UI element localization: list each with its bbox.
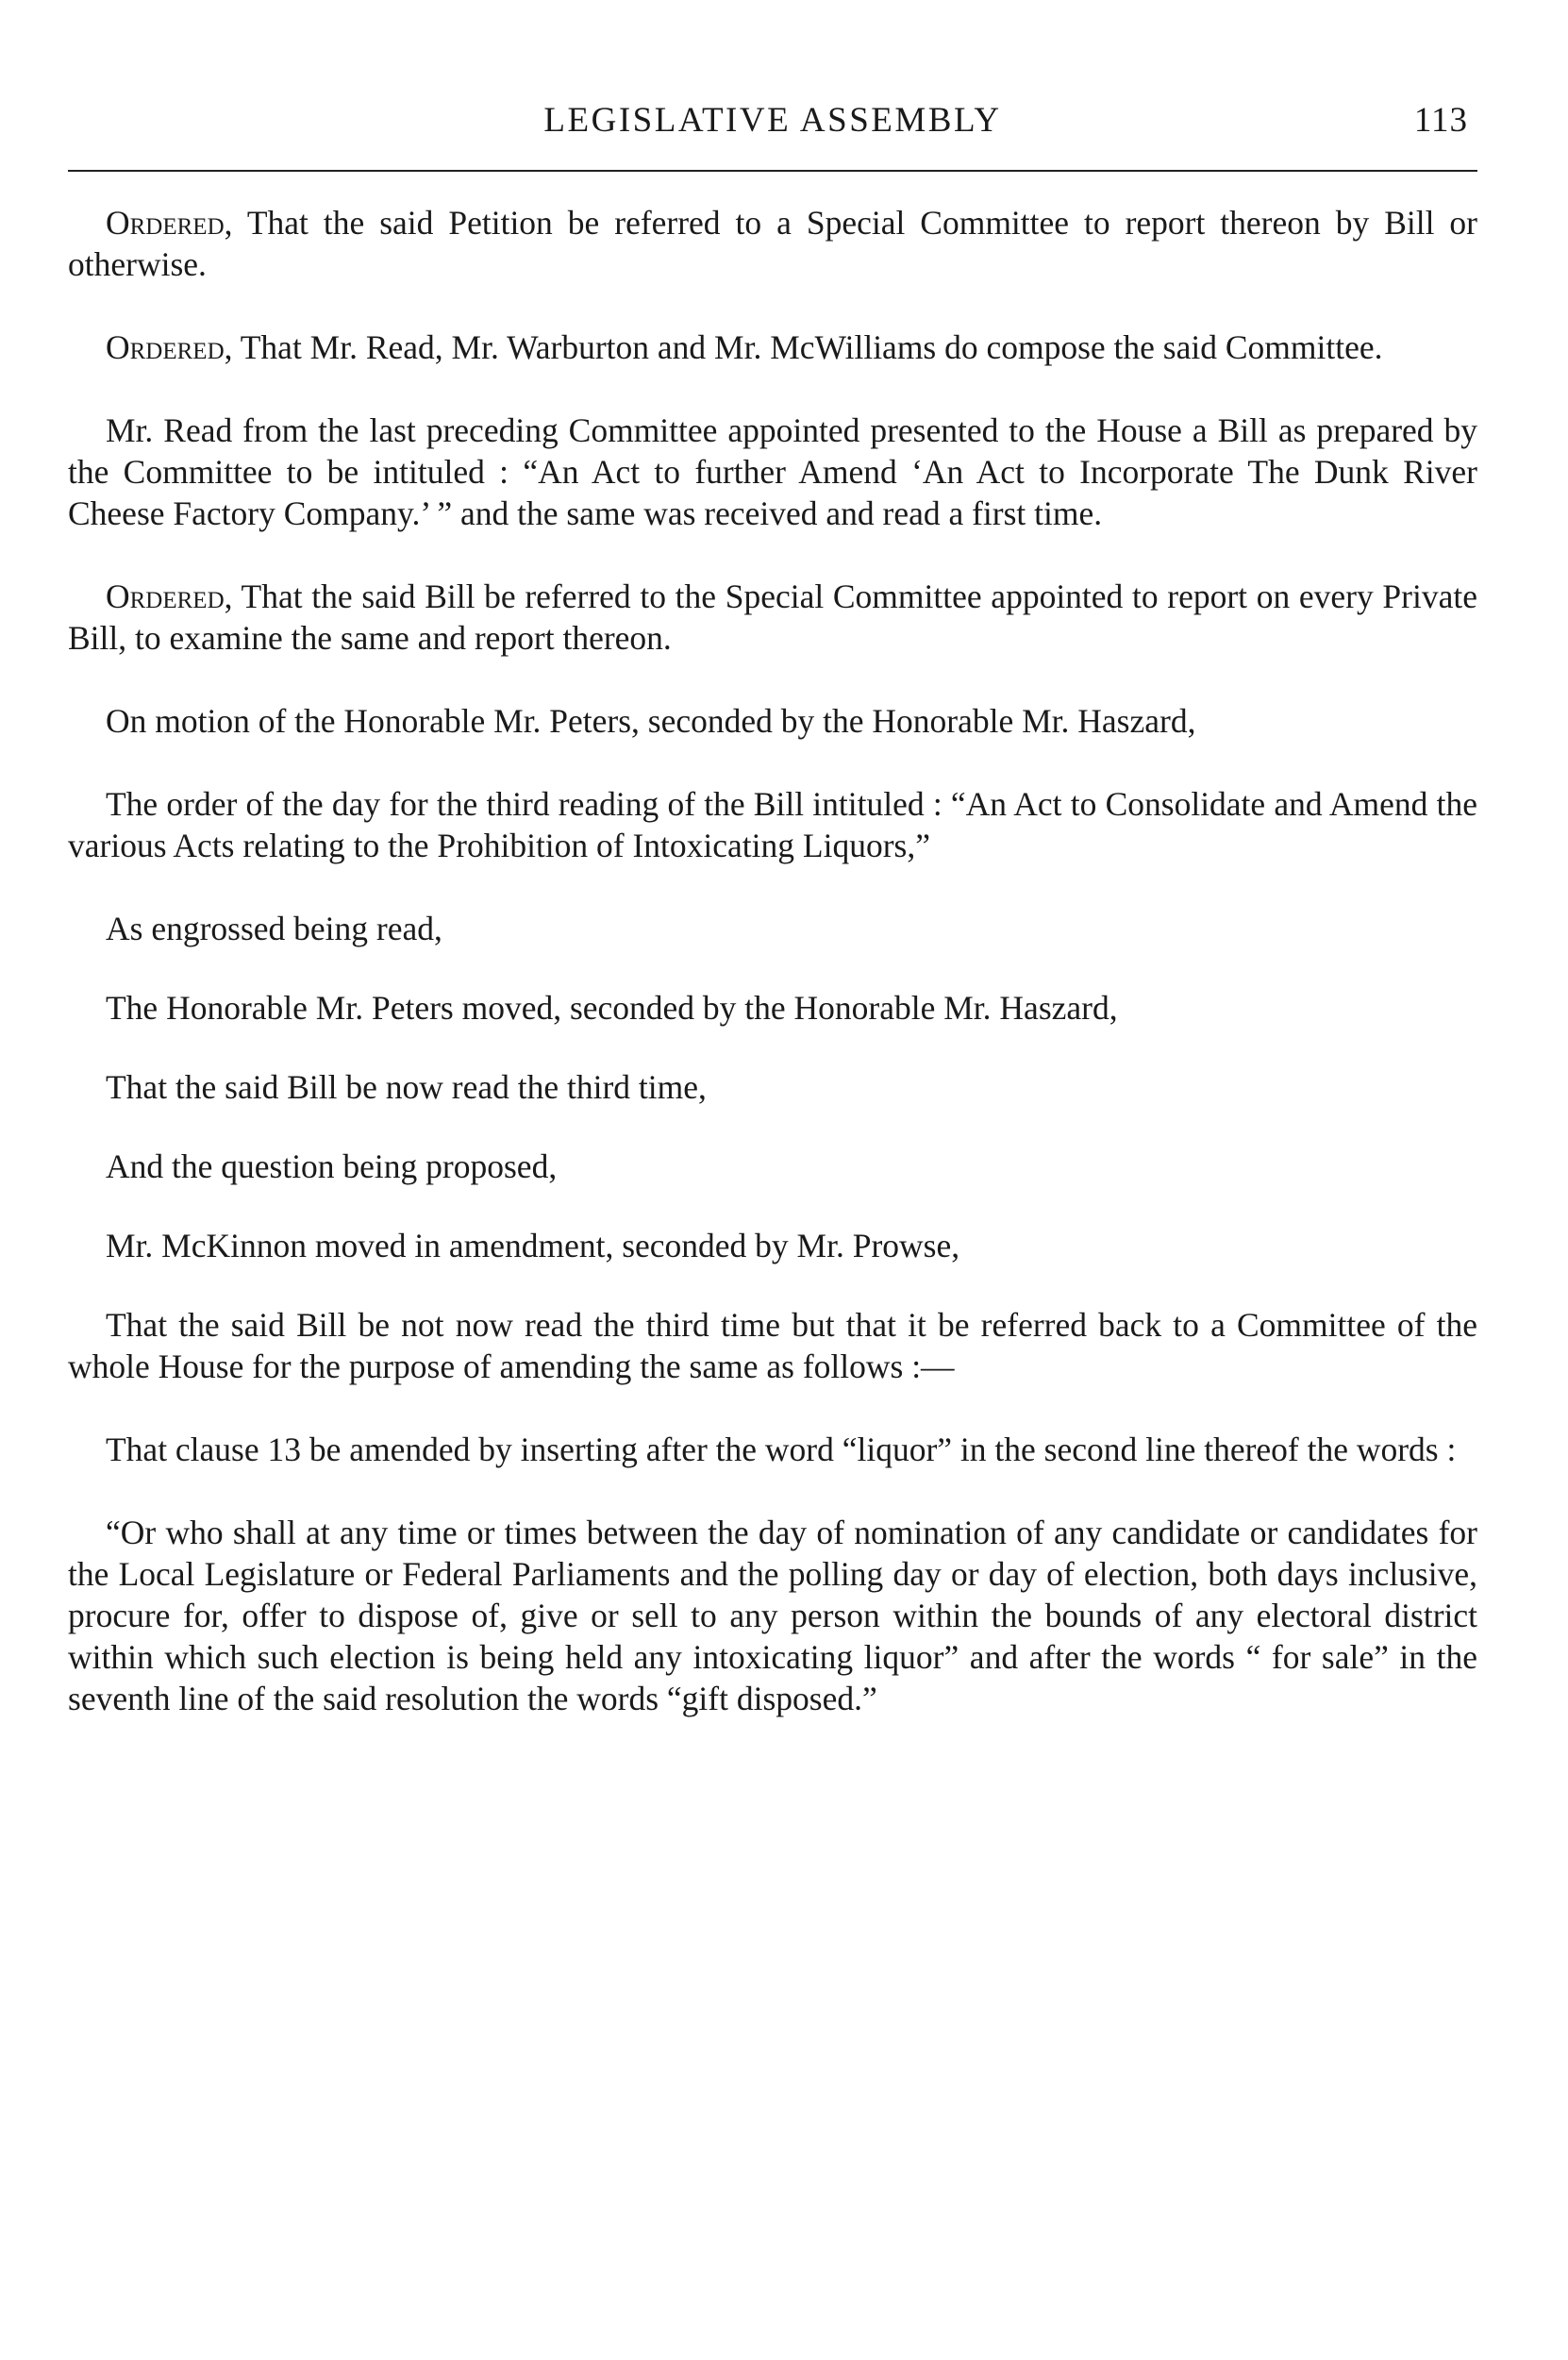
header-rule: [68, 170, 1477, 172]
paragraph-motion: [68, 700, 1477, 742]
paragraph-amendment-moved: [68, 1225, 1477, 1266]
paragraph-text: As engrossed being read,: [106, 910, 442, 947]
paragraph-question-proposed: [68, 1146, 1477, 1187]
paragraph-order-committee-referral: [68, 202, 1477, 285]
paragraph-text: That the said Petition be referred to a Special Committee to report thereon by Bill or otherwise.: [68, 204, 1477, 283]
paragraph-text: That the said Bill be referred to the Special Committee appointed to report on every Private Bill, to examine the same and report thereon.: [68, 577, 1477, 657]
paragraph-order-of-day: [68, 783, 1477, 866]
paragraph-order-private-bill: [68, 576, 1477, 659]
ordered-lead: Ordered,: [106, 204, 233, 242]
paragraph-text: Mr. McKinnon moved in amendment, seconded by Mr. Prowse,: [106, 1227, 960, 1264]
paragraph-text: The order of the day for the third reading of the Bill intituled : “An Act to Consolidate and Amend the various Acts relating to the Prohibition of Intoxicating Liquors,”: [68, 785, 1477, 864]
paragraph-referred-back: [68, 1304, 1477, 1387]
paragraph-text: That Mr. Read, Mr. Warburton and Mr. McWilliams do compose the said Committee.: [232, 328, 1383, 366]
running-title: LEGISLATIVE ASSEMBLY: [543, 101, 1002, 140]
paragraph-order-committee-members: [68, 326, 1477, 368]
paragraph-clause-13: [68, 1429, 1477, 1470]
journal-body: [68, 202, 1477, 1719]
paragraph-bill-presented: [68, 410, 1477, 534]
paragraph-text: That clause 13 be amended by inserting after the word “liquor” in the second line thereof the words :: [106, 1431, 1457, 1468]
paragraph-text: Mr. Read from the last preceding Committee appointed presented to the House a Bill as prepared by the Committee to be intituled : “An Act to further Amend ‘An Act to Incorporate The Dunk River Cheese Factory Company.’ ” and the same was received and read a first time.: [68, 411, 1477, 532]
ordered-lead: Ordered,: [106, 577, 233, 615]
paragraph-text: That the said Bill be not now read the third time but that it be referred back to a Committee of the whole House for the purpose of amending the same as follows :—: [68, 1306, 1477, 1385]
paragraph-text: “Or who shall at any time or times between the day of nomination of any candidate or candidates for the Local Legislature or Federal Parliaments and the polling day or day of election, both days inclusive, procure for, offer to dispose of, give or sell to any person within the bounds of any electoral district within which such election is being held any intoxicating liquor” and after the words “ for sale” in the seventh line of the said resolution the words “gift disposed.”: [68, 1514, 1477, 1717]
running-head: [68, 94, 1477, 151]
paragraph-text: That the said Bill be now read the third time,: [106, 1068, 707, 1106]
paragraph-text: The Honorable Mr. Peters moved, seconded by the Honorable Mr. Haszard,: [106, 989, 1118, 1027]
paragraph-engrossed: [68, 908, 1477, 949]
paragraph-text: On motion of the Honorable Mr. Peters, seconded by the Honorable Mr. Haszard,: [106, 702, 1196, 740]
page-number: 113: [1413, 101, 1468, 140]
paragraph-text: And the question being proposed,: [106, 1147, 558, 1185]
paragraph-amendment-text: [68, 1512, 1477, 1719]
paragraph-peters-moved: [68, 987, 1477, 1029]
paragraph-third-time: [68, 1066, 1477, 1108]
journal-page: [68, 94, 1477, 1761]
ordered-lead: Ordered,: [106, 328, 233, 366]
